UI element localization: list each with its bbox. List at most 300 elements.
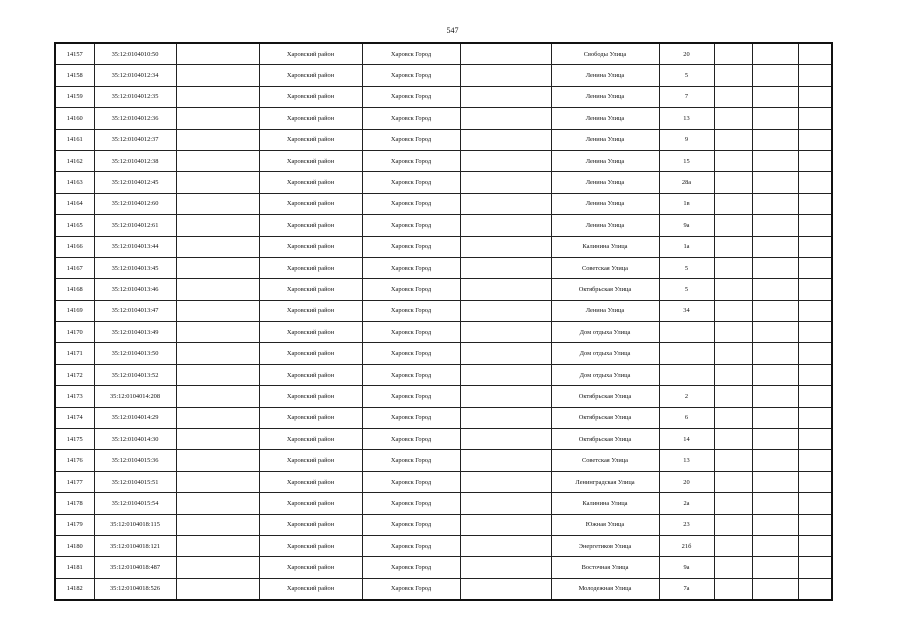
- city-cell: Харовск Город: [362, 150, 460, 171]
- row-number-cell: 14160: [55, 108, 94, 129]
- city-cell: Харовск Город: [362, 65, 460, 86]
- empty-cell: [752, 257, 798, 278]
- row-number-cell: 14180: [55, 535, 94, 556]
- street-cell: Молодежная Улица: [551, 578, 659, 600]
- empty-cell: [798, 129, 832, 150]
- row-number-cell: 14164: [55, 193, 94, 214]
- district-cell: Харовский район: [259, 65, 362, 86]
- city-cell: Харовск Город: [362, 43, 460, 65]
- empty-cell: [752, 471, 798, 492]
- table-row: [55, 429, 832, 450]
- empty-cell: [752, 322, 798, 343]
- street-cell: Ленина Улица: [551, 65, 659, 86]
- empty-cell: [714, 257, 752, 278]
- district-cell: Харовский район: [259, 86, 362, 107]
- empty-cell: [714, 578, 752, 600]
- district-cell: Харовский район: [259, 429, 362, 450]
- table-row: [55, 514, 832, 535]
- empty-cell: [460, 86, 551, 107]
- row-number-cell: 14167: [55, 257, 94, 278]
- empty-cell: [460, 343, 551, 364]
- street-cell: Октябрьская Улица: [551, 386, 659, 407]
- table-row: [55, 172, 832, 193]
- empty-cell: [460, 43, 551, 65]
- house-number-cell: 7: [659, 86, 714, 107]
- empty-cell: [798, 343, 832, 364]
- house-number-cell: 14: [659, 429, 714, 450]
- row-number-cell: 14176: [55, 450, 94, 471]
- row-number-cell: 14182: [55, 578, 94, 600]
- empty-cell: [752, 578, 798, 600]
- empty-cell: [752, 364, 798, 385]
- registry-body: [55, 43, 832, 600]
- table-row: [55, 322, 832, 343]
- empty-cell: [752, 279, 798, 300]
- house-number-cell: 5: [659, 65, 714, 86]
- street-cell: Ленина Улица: [551, 193, 659, 214]
- table-row: [55, 86, 832, 107]
- empty-cell: [460, 471, 551, 492]
- empty-cell: [460, 535, 551, 556]
- city-cell: Харовск Город: [362, 300, 460, 321]
- row-number-cell: 14165: [55, 215, 94, 236]
- empty-cell: [460, 65, 551, 86]
- empty-cell: [714, 407, 752, 428]
- cadastral-number-cell: 35:12:0104012:61: [94, 215, 176, 236]
- cadastral-number-cell: 35:12:0104013:49: [94, 322, 176, 343]
- empty-cell: [176, 86, 259, 107]
- house-number-cell: [659, 343, 714, 364]
- table-row: [55, 535, 832, 556]
- empty-cell: [714, 43, 752, 65]
- empty-cell: [714, 535, 752, 556]
- table-row: [55, 578, 832, 600]
- empty-cell: [176, 450, 259, 471]
- empty-cell: [798, 65, 832, 86]
- cadastral-number-cell: 35:12:0104013:47: [94, 300, 176, 321]
- empty-cell: [714, 322, 752, 343]
- empty-cell: [798, 407, 832, 428]
- empty-cell: [714, 65, 752, 86]
- cadastral-number-cell: 35:12:0104012:45: [94, 172, 176, 193]
- city-cell: Харовск Город: [362, 450, 460, 471]
- cadastral-number-cell: 35:12:0104012:60: [94, 193, 176, 214]
- city-cell: Харовск Город: [362, 108, 460, 129]
- city-cell: Харовск Город: [362, 343, 460, 364]
- table-row: [55, 300, 832, 321]
- empty-cell: [798, 279, 832, 300]
- district-cell: Харовский район: [259, 236, 362, 257]
- cadastral-number-cell: 35:12:0104013:46: [94, 279, 176, 300]
- empty-cell: [714, 343, 752, 364]
- district-cell: Харовский район: [259, 343, 362, 364]
- empty-cell: [714, 300, 752, 321]
- empty-cell: [460, 557, 551, 578]
- house-number-cell: 28а: [659, 172, 714, 193]
- house-number-cell: 1в: [659, 193, 714, 214]
- house-number-cell: 13: [659, 450, 714, 471]
- empty-cell: [752, 236, 798, 257]
- cadastral-number-cell: 35:12:0104012:37: [94, 129, 176, 150]
- cadastral-number-cell: 35:12:0104013:44: [94, 236, 176, 257]
- empty-cell: [176, 471, 259, 492]
- empty-cell: [176, 407, 259, 428]
- row-number-cell: 14162: [55, 150, 94, 171]
- empty-cell: [176, 172, 259, 193]
- empty-cell: [798, 300, 832, 321]
- cadastral-number-cell: 35:12:0104013:52: [94, 364, 176, 385]
- empty-cell: [752, 172, 798, 193]
- empty-cell: [176, 43, 259, 65]
- table-row: [55, 450, 832, 471]
- district-cell: Харовский район: [259, 578, 362, 600]
- house-number-cell: 6: [659, 407, 714, 428]
- empty-cell: [460, 578, 551, 600]
- row-number-cell: 14161: [55, 129, 94, 150]
- cadastral-number-cell: 35:12:0104018:526: [94, 578, 176, 600]
- empty-cell: [176, 236, 259, 257]
- cadastral-number-cell: 35:12:0104012:36: [94, 108, 176, 129]
- table-row: [55, 557, 832, 578]
- cadastral-number-cell: 35:12:0104018:115: [94, 514, 176, 535]
- house-number-cell: 20: [659, 43, 714, 65]
- city-cell: Харовск Город: [362, 86, 460, 107]
- district-cell: Харовский район: [259, 257, 362, 278]
- street-cell: Октябрьская Улица: [551, 429, 659, 450]
- city-cell: Харовск Город: [362, 279, 460, 300]
- house-number-cell: [659, 364, 714, 385]
- row-number-cell: 14177: [55, 471, 94, 492]
- empty-cell: [460, 493, 551, 514]
- empty-cell: [176, 279, 259, 300]
- cadastral-number-cell: 35:12:0104015:54: [94, 493, 176, 514]
- empty-cell: [460, 429, 551, 450]
- empty-cell: [176, 343, 259, 364]
- empty-cell: [752, 43, 798, 65]
- street-cell: Советская Улица: [551, 450, 659, 471]
- page-number: 547: [446, 26, 459, 35]
- table-row: [55, 150, 832, 171]
- house-number-cell: 23: [659, 514, 714, 535]
- house-number-cell: 21б: [659, 535, 714, 556]
- empty-cell: [714, 172, 752, 193]
- house-number-cell: 5: [659, 279, 714, 300]
- street-cell: Ленина Улица: [551, 300, 659, 321]
- empty-cell: [714, 429, 752, 450]
- empty-cell: [752, 300, 798, 321]
- empty-cell: [798, 578, 832, 600]
- empty-cell: [752, 86, 798, 107]
- empty-cell: [714, 193, 752, 214]
- row-number-cell: 14175: [55, 429, 94, 450]
- street-cell: Ленина Улица: [551, 108, 659, 129]
- empty-cell: [798, 257, 832, 278]
- table-row: [55, 493, 832, 514]
- city-cell: Харовск Город: [362, 193, 460, 214]
- empty-cell: [176, 150, 259, 171]
- empty-cell: [714, 279, 752, 300]
- city-cell: Харовск Город: [362, 578, 460, 600]
- house-number-cell: 7а: [659, 578, 714, 600]
- empty-cell: [798, 150, 832, 171]
- district-cell: Харовский район: [259, 193, 362, 214]
- city-cell: Харовск Город: [362, 257, 460, 278]
- empty-cell: [714, 236, 752, 257]
- street-cell: Дом отдыха Улица: [551, 364, 659, 385]
- empty-cell: [752, 514, 798, 535]
- city-cell: Харовск Город: [362, 535, 460, 556]
- cadastral-number-cell: 35:12:0104015:36: [94, 450, 176, 471]
- city-cell: Харовск Город: [362, 236, 460, 257]
- street-cell: Советская Улица: [551, 257, 659, 278]
- house-number-cell: 13: [659, 108, 714, 129]
- empty-cell: [460, 172, 551, 193]
- table-row: [55, 407, 832, 428]
- district-cell: Харовский район: [259, 407, 362, 428]
- empty-cell: [798, 322, 832, 343]
- table-row: [55, 193, 832, 214]
- empty-cell: [752, 150, 798, 171]
- district-cell: Харовский район: [259, 364, 362, 385]
- empty-cell: [798, 450, 832, 471]
- empty-cell: [714, 108, 752, 129]
- empty-cell: [714, 514, 752, 535]
- house-number-cell: 34: [659, 300, 714, 321]
- empty-cell: [798, 514, 832, 535]
- empty-cell: [176, 364, 259, 385]
- empty-cell: [798, 86, 832, 107]
- house-number-cell: 2: [659, 386, 714, 407]
- city-cell: Харовск Город: [362, 386, 460, 407]
- empty-cell: [798, 172, 832, 193]
- empty-cell: [176, 493, 259, 514]
- empty-cell: [752, 108, 798, 129]
- empty-cell: [176, 386, 259, 407]
- empty-cell: [176, 322, 259, 343]
- empty-cell: [460, 300, 551, 321]
- street-cell: Ленина Улица: [551, 150, 659, 171]
- city-cell: Харовск Город: [362, 322, 460, 343]
- empty-cell: [752, 386, 798, 407]
- table-row: [55, 343, 832, 364]
- empty-cell: [798, 43, 832, 65]
- city-cell: Харовск Город: [362, 172, 460, 193]
- empty-cell: [752, 343, 798, 364]
- house-number-cell: 5: [659, 257, 714, 278]
- row-number-cell: 14157: [55, 43, 94, 65]
- empty-cell: [714, 86, 752, 107]
- district-cell: Харовский район: [259, 215, 362, 236]
- house-number-cell: 9а: [659, 215, 714, 236]
- table-row: [55, 257, 832, 278]
- empty-cell: [714, 364, 752, 385]
- empty-cell: [798, 193, 832, 214]
- cadastral-number-cell: 35:12:0104018:121: [94, 535, 176, 556]
- table-row: [55, 236, 832, 257]
- empty-cell: [752, 193, 798, 214]
- row-number-cell: 14179: [55, 514, 94, 535]
- district-cell: Харовский район: [259, 322, 362, 343]
- city-cell: Харовск Город: [362, 215, 460, 236]
- district-cell: Харовский район: [259, 535, 362, 556]
- empty-cell: [714, 150, 752, 171]
- district-cell: Харовский район: [259, 493, 362, 514]
- empty-cell: [714, 386, 752, 407]
- cadastral-number-cell: 35:12:0104012:34: [94, 65, 176, 86]
- street-cell: Восточная Улица: [551, 557, 659, 578]
- cadastral-number-cell: 35:12:0104014:208: [94, 386, 176, 407]
- empty-cell: [752, 450, 798, 471]
- empty-cell: [176, 557, 259, 578]
- street-cell: Ленина Улица: [551, 172, 659, 193]
- district-cell: Харовский район: [259, 300, 362, 321]
- empty-cell: [460, 386, 551, 407]
- street-cell: Ленина Улица: [551, 215, 659, 236]
- street-cell: Калинина Улица: [551, 493, 659, 514]
- house-number-cell: 15: [659, 150, 714, 171]
- row-number-cell: 14166: [55, 236, 94, 257]
- house-number-cell: 9а: [659, 557, 714, 578]
- cadastral-number-cell: 35:12:0104013:50: [94, 343, 176, 364]
- street-cell: Октябрьская Улица: [551, 279, 659, 300]
- empty-cell: [176, 535, 259, 556]
- empty-cell: [714, 215, 752, 236]
- empty-cell: [176, 257, 259, 278]
- table-row: [55, 65, 832, 86]
- table-row: [55, 386, 832, 407]
- empty-cell: [798, 557, 832, 578]
- empty-cell: [460, 450, 551, 471]
- empty-cell: [798, 236, 832, 257]
- city-cell: Харовск Город: [362, 364, 460, 385]
- empty-cell: [752, 65, 798, 86]
- empty-cell: [460, 322, 551, 343]
- district-cell: Харовский район: [259, 150, 362, 171]
- empty-cell: [460, 193, 551, 214]
- empty-cell: [460, 514, 551, 535]
- district-cell: Харовский район: [259, 450, 362, 471]
- empty-cell: [798, 108, 832, 129]
- district-cell: Харовский район: [259, 557, 362, 578]
- empty-cell: [176, 129, 259, 150]
- house-number-cell: 2а: [659, 493, 714, 514]
- empty-cell: [714, 493, 752, 514]
- street-cell: Дом отдыха Улица: [551, 343, 659, 364]
- street-cell: Свободы Улица: [551, 43, 659, 65]
- empty-cell: [714, 471, 752, 492]
- street-cell: Дом отдыха Улица: [551, 322, 659, 343]
- empty-cell: [176, 578, 259, 600]
- district-cell: Харовский район: [259, 43, 362, 65]
- registry-table: [54, 42, 833, 601]
- district-cell: Харовский район: [259, 108, 362, 129]
- empty-cell: [176, 215, 259, 236]
- cadastral-number-cell: 35:12:0104014:30: [94, 429, 176, 450]
- house-number-cell: 20: [659, 471, 714, 492]
- empty-cell: [176, 193, 259, 214]
- table-row: [55, 279, 832, 300]
- street-cell: Ленинградская Улица: [551, 471, 659, 492]
- empty-cell: [460, 279, 551, 300]
- city-cell: Харовск Город: [362, 514, 460, 535]
- empty-cell: [798, 364, 832, 385]
- street-cell: Октябрьская Улица: [551, 407, 659, 428]
- empty-cell: [176, 429, 259, 450]
- district-cell: Харовский район: [259, 386, 362, 407]
- empty-cell: [460, 108, 551, 129]
- table-row: [55, 471, 832, 492]
- house-number-cell: [659, 322, 714, 343]
- row-number-cell: 14170: [55, 322, 94, 343]
- empty-cell: [752, 493, 798, 514]
- row-number-cell: 14178: [55, 493, 94, 514]
- empty-cell: [798, 471, 832, 492]
- street-cell: Южная Улица: [551, 514, 659, 535]
- empty-cell: [714, 450, 752, 471]
- row-number-cell: 14163: [55, 172, 94, 193]
- street-cell: Энергетиков Улица: [551, 535, 659, 556]
- city-cell: Харовск Город: [362, 129, 460, 150]
- street-cell: Калинина Улица: [551, 236, 659, 257]
- empty-cell: [176, 514, 259, 535]
- empty-cell: [752, 557, 798, 578]
- empty-cell: [798, 429, 832, 450]
- table-row: [55, 129, 832, 150]
- cadastral-number-cell: 35:12:0104014:29: [94, 407, 176, 428]
- district-cell: Харовский район: [259, 129, 362, 150]
- empty-cell: [752, 129, 798, 150]
- empty-cell: [798, 215, 832, 236]
- empty-cell: [460, 129, 551, 150]
- empty-cell: [752, 215, 798, 236]
- street-cell: Ленина Улица: [551, 86, 659, 107]
- empty-cell: [460, 215, 551, 236]
- row-number-cell: 14159: [55, 86, 94, 107]
- district-cell: Харовский район: [259, 471, 362, 492]
- empty-cell: [176, 65, 259, 86]
- house-number-cell: 1а: [659, 236, 714, 257]
- table-row: [55, 108, 832, 129]
- row-number-cell: 14171: [55, 343, 94, 364]
- empty-cell: [176, 108, 259, 129]
- empty-cell: [460, 150, 551, 171]
- empty-cell: [714, 557, 752, 578]
- empty-cell: [714, 129, 752, 150]
- row-number-cell: 14181: [55, 557, 94, 578]
- empty-cell: [752, 429, 798, 450]
- street-cell: Ленина Улица: [551, 129, 659, 150]
- city-cell: Харовск Город: [362, 557, 460, 578]
- city-cell: Харовск Город: [362, 429, 460, 450]
- empty-cell: [176, 300, 259, 321]
- empty-cell: [460, 257, 551, 278]
- empty-cell: [460, 407, 551, 428]
- empty-cell: [798, 535, 832, 556]
- city-cell: Харовск Город: [362, 493, 460, 514]
- cadastral-number-cell: 35:12:0104015:51: [94, 471, 176, 492]
- district-cell: Харовский район: [259, 279, 362, 300]
- row-number-cell: 14158: [55, 65, 94, 86]
- row-number-cell: 14168: [55, 279, 94, 300]
- empty-cell: [460, 364, 551, 385]
- district-cell: Харовский район: [259, 172, 362, 193]
- city-cell: Харовск Город: [362, 471, 460, 492]
- table-row: [55, 364, 832, 385]
- row-number-cell: 14174: [55, 407, 94, 428]
- empty-cell: [798, 386, 832, 407]
- house-number-cell: 9: [659, 129, 714, 150]
- district-cell: Харовский район: [259, 514, 362, 535]
